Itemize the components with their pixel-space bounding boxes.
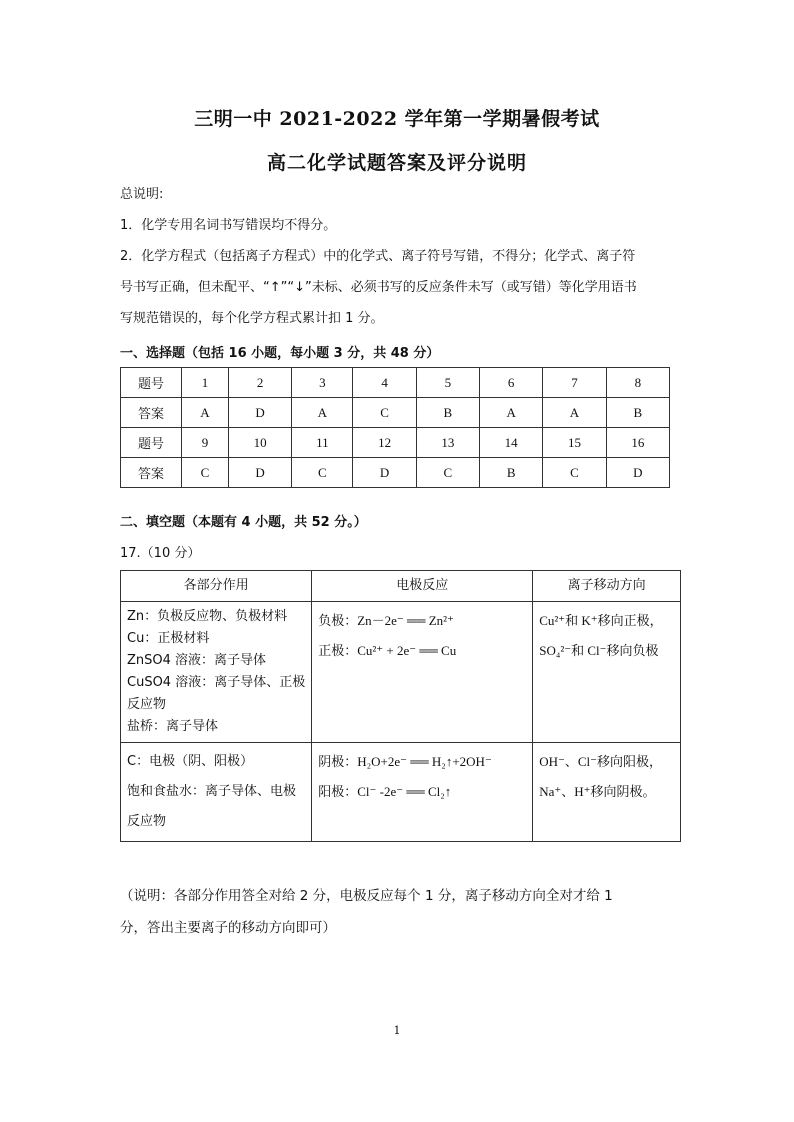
row-label-answer: 答案	[121, 398, 182, 428]
answer-cell: A	[292, 398, 353, 428]
page-number: 1	[393, 1024, 401, 1037]
ion-migration-line: Cu²⁺和 K⁺移向正极，	[539, 613, 663, 628]
answer-cell: D	[228, 458, 291, 488]
question-number: 10	[228, 428, 291, 458]
answer-cell: C	[353, 398, 416, 428]
part-role-line: CuSO4 溶液：离子导体、正极	[127, 675, 306, 690]
question-number: 3	[292, 368, 353, 398]
question-number: 1	[182, 368, 229, 398]
exam-title: 三明一中 2021-2022 学年第一学期暑假考试	[194, 108, 600, 130]
answer-cell: A	[543, 398, 606, 428]
reaction-line: 阳极：Cl⁻ -2e⁻ ══ Cl₂↑	[318, 784, 452, 799]
question-number: 16	[606, 428, 669, 458]
ion-migration-cell	[533, 743, 681, 842]
header-electrode-reactions: 电极反应	[312, 571, 533, 602]
question-number: 14	[480, 428, 543, 458]
answer-cell: C	[416, 458, 479, 488]
answer-row	[121, 398, 670, 428]
part-role-line: 反应物	[127, 814, 167, 829]
question-number: 2	[228, 368, 291, 398]
part-role-line: ZnSO4 溶液：离子导体	[127, 653, 267, 668]
general-item-2-line-2: 号书写正确，但未配平、“↑”“↓”未标、必须书写的反应条件未写（或写错）等化学用语书	[120, 280, 637, 295]
table-header-row	[121, 571, 681, 602]
section-2-heading: 二、填空题（本题有 4 小题，共 52 分。）	[120, 515, 367, 530]
row-label-answer: 答案	[121, 458, 182, 488]
question-number: 8	[606, 368, 669, 398]
part-role-line: 盐桥：离子导体	[127, 719, 219, 734]
answer-cell: C	[543, 458, 606, 488]
scoring-note-line: 分，答出主要离子的移动方向即可）	[120, 920, 336, 936]
part-roles-cell	[121, 602, 312, 743]
multiple-choice-answer-table	[120, 367, 670, 488]
part-role-line: 反应物	[127, 697, 167, 712]
part-role-line: 饱和食盐水：离子导体、电极	[127, 784, 297, 799]
reaction-line: 正极：Cu²⁺ + 2e⁻ ══ Cu	[318, 643, 457, 658]
row-label-question: 题号	[121, 428, 182, 458]
table-row-electrolytic-cell	[121, 743, 681, 842]
general-item-2-line-1: 2．化学方程式（包括离子方程式）中的化学式、离子符号写错，不得分；化学式、离子符	[120, 249, 636, 264]
part-role-line: Cu：正极材料	[127, 631, 210, 646]
reaction-line: 阴极：H₂O+2e⁻ ══ H₂↑+2OH⁻	[318, 754, 492, 769]
answer-cell: A	[480, 398, 543, 428]
section-1-heading: 一、选择题（包括 16 小题，每小题 3 分，共 48 分）	[120, 346, 440, 361]
question-17-label: 17.（10 分）	[120, 546, 201, 561]
ion-migration-line: Na⁺、H⁺移向阴极。	[539, 784, 656, 799]
header-ion-migration: 离子移动方向	[533, 571, 681, 602]
question-number: 13	[416, 428, 479, 458]
answer-cell: B	[416, 398, 479, 428]
answer-cell: D	[353, 458, 416, 488]
question-number: 6	[480, 368, 543, 398]
electrode-reactions-cell	[312, 602, 533, 743]
answer-cell: B	[606, 398, 669, 428]
answer-cell: A	[182, 398, 229, 428]
question-number: 5	[416, 368, 479, 398]
exam-subtitle: 高二化学试题答案及评分说明	[266, 152, 527, 174]
ion-migration-cell	[533, 602, 681, 743]
answer-cell: D	[606, 458, 669, 488]
general-item-2-line-3: 写规范错误的，每个化学方程式累计扣 1 分。	[120, 311, 384, 326]
row-label-question: 题号	[121, 368, 182, 398]
reaction-line: 负极：Zn－2e⁻ ══ Zn²⁺	[318, 613, 454, 628]
part-role-line: C：电极（阴、阳极）	[127, 754, 254, 769]
part-role-line: Zn：负极反应物、负极材料	[127, 609, 288, 624]
question-17-table	[120, 570, 681, 842]
question-number: 4	[353, 368, 416, 398]
ion-migration-line: SO₄²⁻和 Cl⁻移向负极	[539, 643, 659, 658]
header-part-roles: 各部分作用	[121, 571, 312, 602]
electrode-reactions-cell	[312, 743, 533, 842]
question-number-row	[121, 428, 670, 458]
general-heading: 总说明:	[120, 187, 164, 202]
answer-cell: C	[182, 458, 229, 488]
part-roles-cell	[121, 743, 312, 842]
answer-cell: C	[292, 458, 353, 488]
question-number: 12	[353, 428, 416, 458]
table-row-galvanic-cell	[121, 602, 681, 743]
answer-row	[121, 458, 670, 488]
scoring-note-line: （说明：各部分作用答全对给 2 分，电极反应每个 1 分，离子移动方向全对才给 1	[120, 888, 613, 904]
question-number: 11	[292, 428, 353, 458]
scoring-note	[120, 880, 680, 944]
answer-cell: D	[228, 398, 291, 428]
ion-migration-line: OH⁻、Cl⁻移向阳极，	[539, 754, 663, 769]
general-item-1: 1．化学专用名词书写错误均不得分。	[120, 218, 337, 233]
question-number: 15	[543, 428, 606, 458]
question-number: 7	[543, 368, 606, 398]
answer-cell: B	[480, 458, 543, 488]
question-number-row	[121, 368, 670, 398]
question-number: 9	[182, 428, 229, 458]
